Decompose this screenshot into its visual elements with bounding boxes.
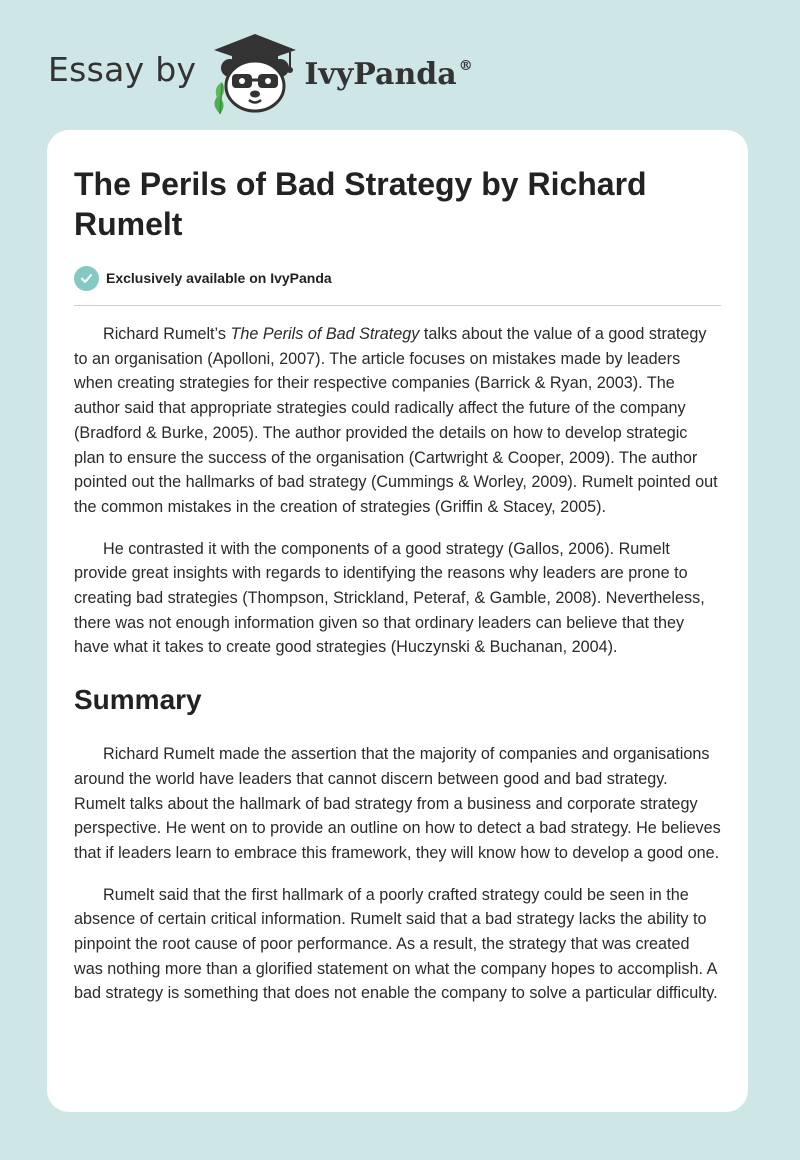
summary-paragraph-2: Rumelt said that the first hallmark of a poorly crafted strategy could be seen in the absence of certain critical information. Rumelt said that a bad strategy lacks the ability to pinpoint the root cause of poor performance. As a result, the strategy that was created was nothing more than a glorified statement on what the company hopes to accomplish. A bad strategy is something that does not enable the company to solve a particular difficulty.	[74, 885, 718, 1003]
summary-heading: Summary	[74, 684, 202, 716]
exclusive-label: Exclusively available on IvyPanda	[106, 270, 332, 286]
paragraph-1-before: Richard Rumelt’s	[103, 325, 231, 343]
essay-by-label: Essay by	[48, 49, 197, 89]
brand-text: IvyPanda	[304, 56, 457, 92]
paragraph-1	[74, 322, 721, 520]
panda-graduate-icon[interactable]	[210, 30, 300, 114]
check-icon	[74, 266, 99, 291]
paragraph-2: He contrasted it with the components of a good strategy (Gallos, 2006). Rumelt provide great insights with regards to identifying the reasons why leaders are prone to creating bad strategies (Thompson, Strickland, Peteraf, & Gamble, 2008). Nevertheless, there was not enough information given so that ordinary leaders can believe that they have what it takes to create good strategies (Huczynski & Buchanan, 2004).	[74, 539, 705, 657]
site-header	[48, 30, 473, 114]
registered-mark: ®	[458, 57, 473, 74]
brand-name[interactable]	[304, 57, 472, 92]
essay-title: The Perils of Bad Strategy by Richard Rumelt	[74, 166, 647, 242]
essay-card	[47, 130, 748, 1112]
paper-title-italic: The Perils of Bad Strategy	[230, 325, 420, 343]
divider	[74, 305, 721, 306]
paragraph-1-after: talks about the value of a good strategy to an organisation (Apolloni, 2007). The article focuses on mistakes made by leaders when creating strategies for their respective companies (Barrick & Ryan, 2003). The author said that appropriate strategies could radically affect the future of the company (Bradford & Burke, 2005). The author provided the details on how to develop strategic plan to ensure the success of the organisation (Cartwright & Cooper, 2009). The author pointed out the hallmarks of bad strategy (Cummings & Worley, 2009). Rumelt pointed out the common mistakes in the creation of strategies (Griffin & Stacey, 2005).	[74, 325, 718, 516]
exclusive-badge	[74, 264, 721, 292]
summary-paragraph-1: Richard Rumelt made the assertion that the majority of companies and organisations around the world have leaders that cannot discern between good and bad strategy. Rumelt talks about the hallmark of bad strategy from a business and corporate strategy perspective. He went on to provide an outline on how to detect a bad strategy. He believes that if leaders learn to embrace this framework, they will know how to develop a good one.	[74, 745, 721, 862]
